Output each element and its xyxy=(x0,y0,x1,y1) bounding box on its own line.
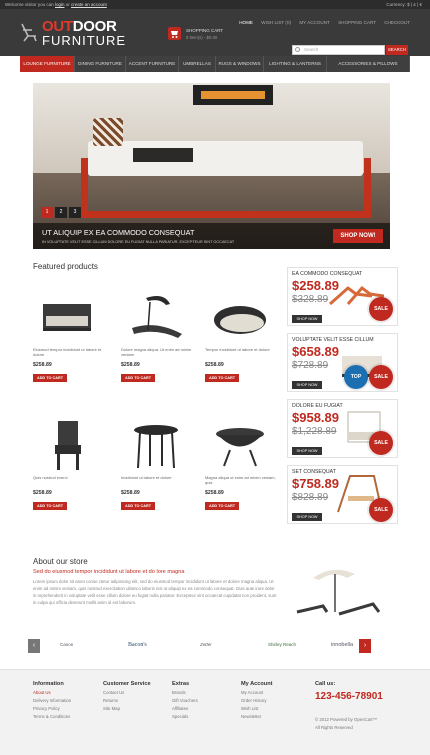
search-icon xyxy=(295,47,300,52)
brand-logo[interactable]: Canon xyxy=(60,642,74,647)
top-link-checkout[interactable]: CHECKOUT xyxy=(384,20,410,25)
special-shop-now-button[interactable]: SHOP NOW xyxy=(292,381,322,389)
login-link[interactable]: login xyxy=(54,2,65,7)
shop-now-button[interactable]: SHOP NOW! xyxy=(333,229,383,243)
special-new-price: $658.89 xyxy=(292,344,339,359)
top-link-cart[interactable]: SHOPPING CART xyxy=(338,20,376,25)
brand-carousel xyxy=(28,639,373,653)
add-to-cart-button[interactable]: ADD TO CART xyxy=(33,374,67,382)
footer-contact xyxy=(315,680,335,689)
product-name[interactable]: Eiusmod tempor incididunt ut labore et dolore xyxy=(33,347,102,357)
footer-link[interactable]: Delivery Information xyxy=(33,698,72,703)
sale-badge: SALE xyxy=(369,431,393,455)
product-name[interactable]: Tempor incididunt ut labore et dolore xyxy=(205,347,270,352)
logo-title: OUTDOOR xyxy=(42,18,117,35)
nav-rugs-windows[interactable]: RUGS & WINDOWS xyxy=(216,56,264,72)
product-card[interactable] xyxy=(205,290,280,380)
nav-accessories-pillows[interactable]: ACCESSORIES & PILLOWS xyxy=(327,56,410,72)
nav-umbrellas[interactable]: UMBRELLAS xyxy=(179,56,216,72)
footer-information xyxy=(33,680,71,721)
product-price: $258.89 xyxy=(33,362,52,368)
hero-slider[interactable] xyxy=(33,83,390,249)
nav-lounge-furniture[interactable]: LOUNGE FURNITURE xyxy=(20,56,75,72)
rights-text: All Rights Reserved xyxy=(315,725,353,730)
copyright-text: © 2012 Powered by OpenCart™ xyxy=(315,717,377,722)
footer-heading: My Account xyxy=(241,681,273,687)
about-heading: About our store xyxy=(33,557,88,566)
footer-link[interactable]: Order History xyxy=(241,698,267,703)
footer-link[interactable]: Specials xyxy=(172,714,189,719)
logo[interactable] xyxy=(20,20,135,48)
about-image-umbrella xyxy=(293,560,383,622)
product-name[interactable]: Dolore magna aliqua. Ut enim ad minim veniam xyxy=(121,347,192,357)
footer-link[interactable]: Returns xyxy=(103,698,119,703)
product-image-round-bed xyxy=(210,290,270,345)
product-image-table xyxy=(126,418,186,473)
search-button[interactable]: SEARCH xyxy=(386,45,408,55)
currency-selector[interactable]: Currency: $ | £ | € xyxy=(386,2,422,7)
add-to-cart-button[interactable]: ADD TO CART xyxy=(121,374,155,382)
slider-page-2[interactable]: 2 xyxy=(55,207,67,218)
footer-link[interactable]: Newsletter xyxy=(241,714,262,719)
product-card[interactable] xyxy=(33,290,108,380)
add-to-cart-button[interactable]: ADD TO CART xyxy=(121,502,155,510)
cart-title: SHOPPING CART xyxy=(186,28,224,33)
hero-title: UT ALIQUIP EX EA COMMODO CONSEQUAT xyxy=(42,228,195,237)
special-new-price: $258.89 xyxy=(292,278,339,293)
search-bar xyxy=(292,45,408,55)
footer-link[interactable]: My Account xyxy=(241,690,264,695)
slider-page-1[interactable]: 1 xyxy=(41,207,53,218)
about-text: Lorem ipsum dolor sit amet conse ctetur adipisicing elit, sed do eiusmod tempor incididunt ut labore et dolore magna aliqua. Ut enim ad minim veniam, quis nostrud exercitation ullamco laboris nisi ut aliquip ex ea commodo consequat. Duis aute irure dolor in reprehenderit in voluptate velit esse cillum dolore eu fugiat nulla pariatur. Excepteur sint occaecat cupidatat non proident, sunt in culpa qui officia deserunt mollit anim id est laborum. xyxy=(33,579,277,605)
brand-logo[interactable]: Shirley Reach xyxy=(268,642,297,647)
footer-heading: Extras xyxy=(172,681,190,687)
hero-table xyxy=(133,148,193,162)
product-image-sofa xyxy=(38,290,98,345)
product-image-fire-pit xyxy=(210,418,270,473)
product-price: $258.89 xyxy=(121,362,140,368)
brands-next-arrow[interactable]: › xyxy=(359,639,371,653)
create-account-link[interactable]: create an account xyxy=(71,2,107,7)
hero-sofa-frame xyxy=(81,158,371,218)
footer-link[interactable]: Privacy Policy xyxy=(33,706,60,711)
footer-heading: Customer Service xyxy=(103,681,151,687)
special-title[interactable]: VOLUPTATE VELIT ESSE CILLUM xyxy=(292,337,374,343)
product-card[interactable] xyxy=(205,418,280,508)
logo-subtitle: FURNITURE xyxy=(42,33,127,48)
add-to-cart-button[interactable]: ADD TO CART xyxy=(33,502,67,510)
special-offer[interactable] xyxy=(287,399,398,458)
footer-heading: Call us: xyxy=(315,681,336,687)
brands-prev-arrow[interactable]: ‹ xyxy=(28,639,40,653)
special-old-price: $328.89 xyxy=(292,294,329,305)
hero-subtitle: IN VOLUPTATE VELIT ESSE CILLUM DOLORE EU FUGIAT NULLA PARIATUR. EXCEPTEUR SINT OCCAECAT xyxy=(42,240,235,244)
sale-badge: SALE xyxy=(369,498,393,522)
special-new-price: $758.89 xyxy=(292,476,339,491)
footer-link[interactable]: Site Map xyxy=(103,706,120,711)
add-to-cart-button[interactable]: ADD TO CART xyxy=(205,502,239,510)
about-section xyxy=(33,557,278,605)
nav-lighting-lanterns[interactable]: LIGHTING & LANTERNS xyxy=(264,56,327,72)
footer-link[interactable]: Wish List xyxy=(241,706,259,711)
special-shop-now-button[interactable]: SHOP NOW xyxy=(292,447,322,455)
about-subheading: Sed do eiusmod tempor incididunt ut labore et do lore magna xyxy=(33,569,185,575)
footer-heading: Information xyxy=(33,681,64,687)
special-title[interactable]: SET CONSEQUAT xyxy=(292,469,336,475)
product-name[interactable]: Magna aliqua ut enim ad minim veniam, quis xyxy=(205,475,276,485)
chair-logo-icon xyxy=(20,22,38,42)
product-price: $258.89 xyxy=(205,490,224,496)
special-new-price: $958.89 xyxy=(292,410,339,425)
special-title[interactable]: DOLORE EU FUGIAT xyxy=(292,403,343,409)
sale-badge: SALE xyxy=(369,297,393,321)
hero-pillow xyxy=(93,118,123,146)
special-offer[interactable] xyxy=(287,333,398,392)
cart-icon xyxy=(168,27,181,40)
main-nav xyxy=(20,56,410,72)
hero-caption xyxy=(33,223,390,249)
footer-link[interactable]: Terms & Conditions xyxy=(33,714,71,719)
or-text: or xyxy=(65,2,70,7)
welcome-text xyxy=(5,0,107,9)
footer-my-account xyxy=(241,680,273,721)
top-link-account[interactable]: MY ACCOUNT xyxy=(299,20,330,25)
header xyxy=(0,9,430,56)
sale-badge: SALE xyxy=(369,365,393,389)
product-name[interactable]: Incididunt ut labore et dolore xyxy=(121,475,172,480)
special-old-price: $828.89 xyxy=(292,492,329,503)
top-badge: TOP xyxy=(344,365,368,389)
top-links xyxy=(232,20,410,25)
special-shop-now-button[interactable]: SHOP NOW xyxy=(292,513,322,521)
welcome-label: Welcome visitor you can xyxy=(5,2,54,7)
footer-link[interactable]: Contact Us xyxy=(103,690,125,695)
product-image-chair xyxy=(38,418,98,473)
product-price: $258.89 xyxy=(121,490,140,496)
nav-dining-furniture[interactable]: DINING FURNITURE xyxy=(75,56,126,72)
phone-number: 123-456-78901 xyxy=(315,691,383,702)
top-link-wishlist[interactable]: WISH LIST (0) xyxy=(261,20,292,25)
special-old-price: $728.89 xyxy=(292,360,329,371)
product-image-daybed xyxy=(126,290,186,345)
product-price: $258.89 xyxy=(205,362,224,368)
search-input[interactable]: Search xyxy=(292,45,385,55)
product-card[interactable] xyxy=(121,290,196,380)
footer-link[interactable]: Affiliates xyxy=(172,706,189,711)
product-card[interactable] xyxy=(121,418,196,508)
product-name[interactable]: Quis nostrud exerci xyxy=(33,475,68,480)
copyright xyxy=(315,716,377,732)
brand-logo[interactable]: Bacon's xyxy=(128,642,147,648)
special-title[interactable]: EA COMMODO CONSEQUAT xyxy=(292,271,363,277)
product-card[interactable] xyxy=(33,418,108,508)
cart-summary: 0 item(s) - $0.00 xyxy=(186,35,218,40)
special-old-price: $1,228.89 xyxy=(292,426,337,437)
footer-link[interactable]: About Us xyxy=(33,690,51,695)
footer-extras xyxy=(172,680,198,721)
footer-customer-service xyxy=(103,680,151,713)
add-to-cart-button[interactable]: ADD TO CART xyxy=(205,374,239,382)
brand-logo[interactable]: Zetter xyxy=(200,642,212,647)
footer-link[interactable]: Gift Vouchers xyxy=(172,698,198,703)
slider-page-3[interactable]: 3 xyxy=(69,207,81,218)
nav-accent-furniture[interactable]: ACCENT FURNITURE xyxy=(126,56,179,72)
special-offer[interactable] xyxy=(287,267,398,326)
special-shop-now-button[interactable]: SHOP NOW xyxy=(292,315,322,323)
brand-logo[interactable]: innobella xyxy=(331,642,354,648)
hero-flame xyxy=(201,91,265,99)
product-price: $258.89 xyxy=(33,490,52,496)
footer-link[interactable]: Brands xyxy=(172,690,186,695)
footer xyxy=(0,669,430,755)
top-link-home[interactable]: HOME xyxy=(239,20,253,25)
special-offer[interactable] xyxy=(287,465,398,524)
top-bar xyxy=(0,0,430,9)
featured-heading: Featured products xyxy=(33,262,98,271)
